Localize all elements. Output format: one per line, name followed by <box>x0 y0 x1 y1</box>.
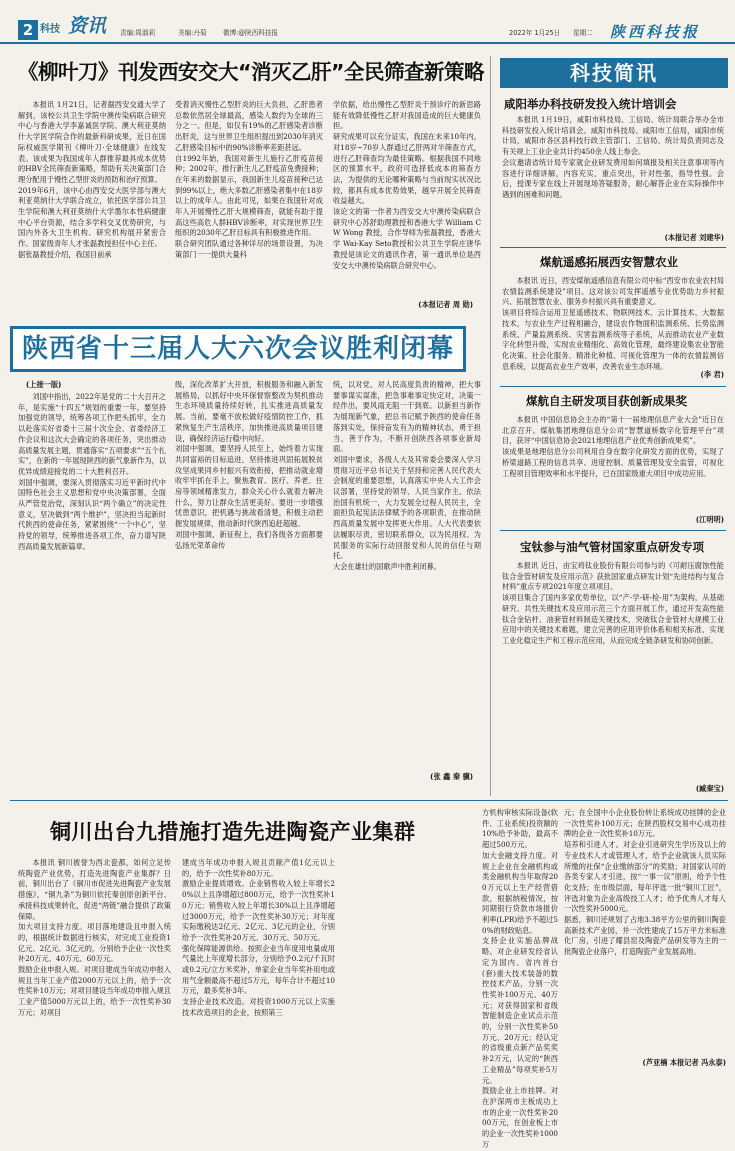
article1-byline: (本报记者 周 勋) <box>418 300 473 309</box>
article2-col2-text: 级，深化改革扩大开放，积极服务和融入新发展格局，以抓好中央环保督察整改为契机推动生态环境质量持续好转，扎实推进高质量发展。当前，要毫不放松做好疫情防控工作，抓紧恢复生产生活秩序，加快推进高质量项目建设，确保经济运行稳中向好。 刘国中强调，要坚持人民至上，始终着力实现共同富裕的目标追进，坚持推进巩固拓展脱贫攻坚成果同乡村振兴有效衔接，把推动就业增收牢牢抓在手上，聚焦教育、医疗、养老、住房等领域精准发力，群众关心什么就着力解决什么，努力让群众生活更美好。要进一步增强忧患意识，把机遇与挑战看清楚，积极主动把握发展规律，推动新时代陕西追赶超越。 刘国中强调，新征程上，我们各级各方面都要弘扬光荣革命传 <box>175 380 323 550</box>
brief4-body <box>502 561 724 783</box>
brief-separator-2 <box>500 386 726 387</box>
article2-col1-text: 刘国中指出，2022年是党的二十大召开之年，是实施“十四五”规划的重要一年。要坚持加强党的领导，统筹各项工作把头抓牢，全力以赴落实好省委十三届十次全会、省委经济工作会议和这次大会确定的各项任务，突出推动高质量发展主题，贯通落实“五项要求”“五个扎实”，在新的一年展现陕西的新气象新作为，以优异成绩迎接党的二十大胜利召开。 刘国中强调，要深入贯彻落实习近平新时代中国特色社会主义思想和党中央决策部署，全面从严管党治党，深刻认识“两个确立”的决定性意义，坚决做到“两个维护”，坚决担当起新时代陕西的使命任务，紧紧围绕“一个中心”，坚持党的领导，统筹推进各项工作，奋力谱写陕西高质量发展新篇章。 <box>18 392 166 551</box>
article3-col2-text: 建成当年成功申报入规且贡献产值1亿元以上的，给予一次性奖补80万元。 激励企业提质增效。企业销售收入较上年增长20%以上且净增超过800万元，给予一次性奖补10万元；销售收入较上年增长30%以上且净增超过3000万元，给予一次性奖补30万元；对年度实际缴税达2亿元、2亿元、3亿元的企业，分别给予一次性奖补20万元、30万元、50万元。 强化保障能源供给。按照企业当年度用电量或用气量比上年度增长部分，分别给予0.2元/千瓦时或0.2元/立方米奖补，单家企业当年奖补用电或用气金额最高不超过5万元，每年合计不超过10万元，最多奖补3年。 支持企业技术改造。对投资1000万元以上实施技术改造项目的企业，按照第三 <box>182 858 335 1017</box>
session-banner <box>10 326 466 372</box>
brief2-byline: (李 君) <box>700 370 724 379</box>
brief3-text: 本报讯 中国信息协会主办的“第十一届地理信息产业大会”近日在北京召开。煤航集团地理信息分公司“智慧道桥数字化管理平台”项目，获评“中国信息协会2021地理信息产业优秀创新成果奖”。 该成果是地理信息分公司利用自身在数字化研发方面的优势，实现了桥梁道路工程的信息共享、进度控制、质量管理及安全监管，可视化工程项目管理效率和水平提升，已在国家级重大项目中成功应用。 <box>502 415 724 478</box>
article3-col4-text: 元；在全国中小企业股份转让系统成功挂牌的企业一次性奖补100万元；在陕西股权交易中心成功挂牌的企业一次性奖补10万元。 培养和引进人才。对企业引进研究生学历及以上的专业技术人才或管理人才，给予企业就该人员实际所缴的社保“企业缴纳部分”的奖励；对国家认可的各类专家人才引进，按“一事一议”原则，给予个性化支持；在市级层面，每年评选一批“铜川工匠”，评选对象为企业高级技工人才；给予优秀人才每人一次性奖补5000元。 据悉，铜川还规划了占地3.38平方公里的铜川陶瓷高新技术产业园，并一次性建成了15万平方米标准化厂房，引进了耀县窑及陶瓷产品研发等为主的一批陶瓷企业落户，打造陶瓷产业发展高地。 <box>564 808 726 957</box>
article2-col3-text: 统，以对党、对人民高度负责的精神，把大事要事谋实谋准，把急事难事定快定对，决策一经作出，要风雨无阻一干到底。以新担当新作为展现新气象，把总书记赋予陕西的使命任务落到实处，保持奋发有为的精神状态，勇于担当，善于作为，不断开创陕西各项事业新局面。 刘国中要求，各级人大及其常委会要深入学习贯彻习近平总书记关于坚持和完善人民代表大会制度的重要思想，认真落实中央人大工作会议部署，坚持党的领导、人民当家作主、依法治国有机统一，大力发展全过程人民民主，全面担负起宪法法律赋予的各项职责，在推动陕西高质量发展中发挥更大作用。人大代表要依法履职尽责，密切联系群众，以为民用权、为民服务的实际行动回报党和人民的信任与期托。 大会在雄壮的国歌声中胜利闭幕。 <box>333 380 481 571</box>
section-tag: 科技 <box>40 24 60 35</box>
section-rule <box>10 800 728 801</box>
article1-col2-text: 受着消灭慢性乙型肝炎的巨大负担，乙肝患者总数依然居全球最高，感染人数约为全球的三分之一。但是，如仅有19%的乙肝感染者诊断出肝炎，这与世界卫生组织提出到2030年消灭乙肝感染目标中的90%诊断率差距甚远。 自1992年始，我国对新生儿施行乙肝疫苗接种；2002年，推行新生儿乙肝疫苗免费接种；在年来的数据显示，我国新生儿疫苗接种已达到99%以上，绝大多数乙肝感染者集中在18岁以上的成年人。由此可见，如果在我国针对成年人开展慢性乙肝大规模筛查，就能有助于提高这些高危人群HBV诊断率，对实现世界卫生组织的2030年乙肝目标具有积极推进作用。 联合研究团队通过各种详尽的场景设置，为决策部门一一提供大量科 <box>175 100 323 259</box>
brief2-headline: 煤航遥感拓展西安智慧农业 <box>540 255 678 269</box>
article2-column-1 <box>18 392 166 784</box>
page-number: 2 <box>18 20 38 40</box>
issue-weekday: 星期二 <box>573 29 593 37</box>
brief1-body <box>502 115 724 233</box>
article1-col3-text: 学依据，给出慢性乙型肝炎干预诊疗的新思路能有效降低慢性乙肝对我国造成的巨大健康负担。 研究成果可以充分证实，我国在未来10年内，对18岁~70岁人群通过乙肝两对半筛查方式，进行乙肝筛查均为最佳策略。根据我国不同地区的预算水平，政府可选择低成本的筛查方法，为提供的无论哪种策略与当前现实状况比较，都具有成本优势效果，越早开展全民筛查收益越大。 该论文的第一作者为西安交大中澳传染病联合研究中心苏舒助理教授和香港大学 William CW Wong 教授，合作导师为张磊教授，香港大学 Wai-Kay Seto教授和公共卫生学院庄唐华教授是该论文的通讯作者，第一通讯单位是西安交大中澳传染病联合研究中心。 <box>333 100 481 270</box>
article3-column-2 <box>182 858 335 1068</box>
article3-column-1 <box>18 858 171 1068</box>
article1-column-3 <box>333 100 481 295</box>
sidebar-divider <box>490 56 491 796</box>
brief4-text: 本报讯 近日，由宝鸡钛业股份有限公司参与的《可耐压腐蚀性能钛合金管材研发及应用示范》获批国家重点研发计划“先进结构与复合材料”重点专项2021年度立项项目。 该项目集合了国内多家优势单位，以“产-学-研-检-用”为架构，从基础研究、共性关键技术及应用示范三个方面开展工作，通过开发高性能钛合金钻杆、油套管材料制造关键技术，突破钛合金管材大规模工业应用中的关键技术难题，建立完善的应用评价体系和相关标准，实现工业化稳定生产和工程示范应用，从而完成全链条研发和协同创新。 <box>502 561 724 645</box>
wechat-credit: 微博:@陕西科技报 <box>223 29 278 37</box>
designer-credit: 美编:丹菊 <box>178 29 207 37</box>
brief1-byline: (本报记者 刘建华) <box>664 233 724 242</box>
article2-column-3 <box>333 380 481 770</box>
article2-byline: (张 鑫 秦 骥) <box>430 772 473 781</box>
section-title: 资讯 <box>68 15 107 37</box>
article3-column-4 <box>564 808 726 1058</box>
article1-col1-text: 本报讯 1月21日，记者据西安交通大学了解到，该校公共卫生学院中澳传染病联合研究中心与香港大学李嘉诚医学院、澳大利亚莫纳什大学医学院合作的最新科研成果，近日在国际权威医学期刊《柳叶刀·全球健康》在线发表。该成果为我国成年人群推荐最具成本优势的HBV全民筛查新策略，帮助有关决策部门合理分配用于慢性乙型肝炎的预防和治疗预算。 2019年6月，该中心由西安交大医学部与澳大利亚莫纳什大学联合成立，依托医学部公共卫生学院和澳大利亚莫纳什大学墨尔本性病健康中心平台资源，结合多学科交叉优势研究，与国内外各大卫生机构、研究机构展开紧密合作。国家级青年人才张磊教授担任中心主任。 据张磊教授介绍，我国目前承 <box>18 100 166 259</box>
issue-date: 2022年 1月25日 <box>509 29 561 37</box>
article1-column-1 <box>18 100 166 310</box>
article3-col1-text: 本报讯 铜川被誉为西北瓷都，如何立足传统陶瓷产业优势，打造先进陶瓷产业集群？日前，铜川出台了《铜川市促进先进陶瓷产业发展措施》，“铜九条”为铜川依托秦创原创新平台、承接科技成果转化，促进“两链”融合提供了政策保障。 加大项目支持力度。项目落地建设且申报入统的，根据统计数据进行核实，对完成工业投资1亿元、2亿元、3亿元的，分别给予企业一次性奖补20万元、40万元、60万元。 鼓励企业申报入规。对项目建成当年成功申报入规且当年工业产值2000万元以上的，给予一次性奖补10万元；对项目建设当年成功申报入规且工业产值5000万元以上的，给予一次性奖补30万元；对项目 <box>18 858 171 1017</box>
brief2-text: 本报讯 近日，西安煤航遥感信息有限公司中标“西安市农业农村局农情监测系统建设”项目。这对该公司发挥遥感专业优势助力乡村振兴、拓展智慧农业、服务乡村振兴具有重要意义。 该项目将综合运用卫星遥感技术、物联网技术、云计算技术、大数据技术，与农业生产过程相融合，建设农作物面积监测系统、长势监测系统、产量监测系统、灾害监测系统等子系统，从而推动农业产业数字化转型升级，实现农业精细化、高效化管理，最终建设集农业智能化决策、社会化服务、精准化种植、可视化管理为一体的农情监测信息系统，以提高农业生产效率，改善农业生态环境。 <box>502 276 724 371</box>
brief3-body <box>502 415 724 523</box>
newspaper-masthead: 陕西科技报 <box>610 23 701 41</box>
brief3-headline: 煤航自主研发项目获创新成果奖 <box>526 394 687 408</box>
session-banner-title: 陕西省十三届人大六次会议胜利闭幕 <box>21 334 454 364</box>
page-header <box>0 0 735 44</box>
article3-headline: 铜川出台九措施打造先进陶瓷产业集群 <box>50 820 416 844</box>
brief4-headline: 宝钛参与油气管材国家重点研发专项 <box>520 540 704 554</box>
brief-separator-3 <box>500 530 726 531</box>
brief-separator-1 <box>500 247 726 248</box>
article1-column-2 <box>175 100 323 310</box>
article3-byline: (芦亚楠 本报记者 冯永泰) <box>642 1058 726 1067</box>
brief1-headline: 咸阳举办科技研发投入统计培训会 <box>504 97 677 111</box>
sidebar-title: 科技简讯 <box>500 58 728 88</box>
brief3-byline: (江明明) <box>695 515 724 524</box>
continued-note: (上接一版) <box>26 380 62 389</box>
editor-credit: 责编:周淑莉 <box>120 29 156 37</box>
article2-column-2 <box>175 380 323 784</box>
brief4-byline: (臧秦宝) <box>695 784 724 793</box>
brief1-text: 本报讯 1月19日，咸阳市科技局、工信局、统计局联合举办全市科技研发投入统计培训会。咸阳市科技局、咸阳市工信局，咸阳市统计局，咸阳市各区县科技行政主管部门、工信局、统计局负责同志及有关规上工业企业共计约450余人线上参会。 会议邀请省统计局专家就企业研发费用如何填报及相关注意事项等内容进行详细讲解，内容充实，重点突出，针对性强，指导性强。会后，授课专家在线上开展现场答疑服务，耐心解答企业在实际操作中遇到的困难和问题。 <box>502 115 724 199</box>
article3-col3-text: 方机构审核实际设备(软件、工业系统)投资额的10%给予补助，最高不超过500万元。 加大金融支持力度。对规上企业在金融机构或类金融机构当年取得200万元以上生产经营借款，根据纳税情况，按同期银行贷款市场报价利率(LPR)给予不超过50%的财政贴息。 支持企业实施品牌战略。对企业研发经省认定为国内、省内首台(套)重大技术装备的数控技术产品，分别一次性奖补100万元、40万元；对获得国家和省级智能制造企业试点示范的，分别一次性奖补50万元、20万元；经认定的省级重点新产品奖奖补2万元，认定的“陕西工业精品”每项奖补5万元。 鼓励企业上市挂牌。对在沪深两市主板成功上市的企业一次性奖补2000万元，在创业板上市的企业一次性奖补1000万 <box>482 808 558 1149</box>
brief2-body <box>502 276 724 375</box>
article3-column-3 <box>482 808 558 1149</box>
article1-headline: 《柳叶刀》刊发西安交大“消灭乙肝”全民筛查新策略 <box>18 60 484 84</box>
